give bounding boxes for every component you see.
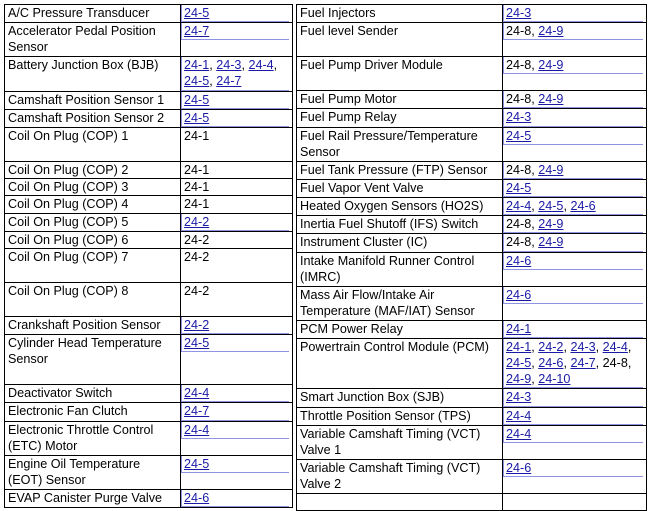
page-ref-text: 24-8, [506, 217, 539, 232]
page-ref-link[interactable]: 24-6 [506, 287, 532, 302]
reference-box [503, 128, 643, 145]
page-references [181, 196, 293, 213]
index-row [297, 320, 647, 338]
page-ref-link[interactable]: 24-2 [538, 339, 564, 354]
reference-box [503, 5, 643, 22]
reference-box [181, 110, 289, 127]
reference-box [503, 389, 643, 406]
page-ref-text: 24-2 [184, 284, 210, 299]
page-references [181, 403, 293, 421]
page-ref-link[interactable]: 24-1 [184, 58, 210, 73]
page-references [503, 493, 647, 510]
index-row [297, 57, 647, 91]
index-row [5, 179, 293, 196]
index-row [297, 493, 647, 510]
component-name: Camshaft Position Sensor 1 [5, 91, 181, 109]
reference-box [503, 162, 643, 179]
index-row [5, 317, 293, 335]
page-references [503, 389, 647, 407]
reference-box [181, 92, 289, 109]
component-name: Accelerator Pedal Position Sensor [5, 23, 181, 57]
component-name: Coil On Plug (COP) 8 [5, 283, 181, 317]
page-ref-link[interactable]: 24-6 [570, 199, 596, 214]
page-ref-text: 24-1 [184, 180, 210, 195]
page-ref-text: 24-8, [506, 58, 539, 73]
index-row [5, 231, 293, 248]
page-references [181, 5, 293, 23]
index-row [5, 249, 293, 283]
page-ref-text: 24-8, [506, 92, 539, 107]
component-name: Cylinder Head Temperature Sensor [5, 335, 181, 385]
page-ref-link[interactable]: 24-2 [184, 318, 210, 333]
left-index-column [4, 4, 292, 508]
page-references [181, 335, 293, 385]
index-row [5, 109, 293, 127]
reference-box [184, 162, 289, 178]
component-name: PCM Power Relay [297, 320, 503, 338]
page-ref-link[interactable]: 24-6 [538, 356, 564, 371]
reference-box [503, 180, 643, 197]
index-row [297, 161, 647, 179]
page-references [181, 317, 293, 335]
page-ref-link[interactable]: 24-5 [184, 74, 210, 89]
reference-box [181, 456, 289, 473]
page-references [181, 283, 293, 317]
page-ref-link[interactable]: 24-5 [184, 336, 210, 351]
index-row [297, 127, 647, 161]
page-references [181, 385, 293, 403]
reference-box [184, 196, 289, 212]
reference-box [181, 23, 289, 40]
component-index-page [4, 4, 646, 505]
index-row [5, 23, 293, 57]
page-ref-link[interactable]: 24-7 [216, 74, 242, 89]
page-ref-text: , [595, 339, 603, 354]
page-references [503, 57, 647, 91]
page-ref-link[interactable]: 24-5 [184, 6, 210, 20]
page-ref-link[interactable]: 24-3 [506, 110, 532, 125]
page-references [503, 5, 647, 23]
page-ref-text: , [563, 339, 571, 354]
component-name: Intake Manifold Runner Control (IMRC) [297, 252, 503, 286]
index-row [5, 489, 293, 507]
component-name [297, 493, 503, 510]
index-row [5, 57, 293, 91]
page-ref-link[interactable]: 24-6 [506, 460, 532, 475]
component-name: Electronic Throttle Control (ETC) Motor [5, 421, 181, 455]
reference-box [503, 216, 643, 233]
component-name: Coil On Plug (COP) 2 [5, 162, 181, 179]
reference-box [181, 317, 289, 334]
index-row [297, 425, 647, 459]
page-ref-link[interactable]: 24-3 [506, 6, 532, 20]
page-ref-link[interactable]: 24-5 [538, 199, 564, 214]
reference-box [503, 23, 643, 40]
page-references [503, 338, 647, 389]
component-name: Deactivator Switch [5, 385, 181, 403]
index-row [297, 407, 647, 425]
page-ref-link[interactable]: 24-5 [506, 180, 532, 195]
component-name: Variable Camshaft Timing (VCT) Valve 2 [297, 459, 503, 493]
index-row [5, 196, 293, 213]
page-ref-link[interactable]: 24-5 [184, 456, 210, 471]
page-ref-text: 24-1 [184, 163, 210, 178]
index-row [5, 283, 293, 317]
reference-box [181, 57, 289, 90]
component-name: Coil On Plug (COP) 3 [5, 179, 181, 196]
page-references [181, 109, 293, 127]
reference-box [181, 5, 289, 22]
index-row [297, 389, 647, 407]
reference-box [503, 426, 643, 443]
component-name: Crankshaft Position Sensor [5, 317, 181, 335]
page-ref-text: , [531, 356, 539, 371]
page-references [503, 286, 647, 320]
component-name: Fuel Tank Pressure (FTP) Sensor [297, 161, 503, 179]
index-row [297, 252, 647, 286]
page-references [503, 459, 647, 493]
page-references [181, 128, 293, 162]
reference-box [181, 214, 289, 231]
component-name: Fuel Pump Driver Module [297, 57, 503, 91]
reference-box [503, 321, 643, 338]
page-ref-link[interactable]: 24-3 [216, 58, 242, 73]
index-row [5, 128, 293, 162]
page-references [181, 249, 293, 283]
reference-box [184, 128, 289, 144]
page-ref-link[interactable]: 24-4 [506, 199, 532, 214]
reference-box [184, 179, 289, 195]
page-ref-link[interactable]: 24-2 [184, 214, 210, 229]
page-ref-text: 24-2 [184, 250, 210, 265]
page-ref-link[interactable]: 24-4 [506, 426, 532, 441]
page-references [503, 198, 647, 216]
page-references [181, 57, 293, 91]
page-references [181, 231, 293, 248]
page-ref-link[interactable]: 24-5 [184, 92, 210, 107]
page-references [181, 23, 293, 57]
component-name: EVAP Canister Purge Valve [5, 489, 181, 507]
page-references [503, 216, 647, 234]
component-name: Fuel level Sender [297, 23, 503, 57]
component-name: Camshaft Position Sensor 2 [5, 109, 181, 127]
index-row [5, 455, 293, 489]
page-ref-text: , [563, 356, 571, 371]
page-references [181, 213, 293, 231]
index-row [5, 213, 293, 231]
left-index-table [4, 4, 293, 508]
page-ref-text: , [209, 74, 217, 89]
page-references [503, 234, 647, 252]
page-ref-link[interactable]: 24-3 [570, 339, 596, 354]
page-references [181, 489, 293, 507]
page-references [503, 407, 647, 425]
page-ref-text: 24-1 [184, 129, 210, 144]
component-name: Fuel Injectors [297, 5, 503, 23]
index-row [297, 91, 647, 109]
page-references [181, 421, 293, 455]
component-name: Smart Junction Box (SJB) [297, 389, 503, 407]
page-ref-link[interactable]: 24-4 [248, 58, 274, 73]
index-row [5, 5, 293, 23]
page-ref-link[interactable]: 24-5 [506, 356, 532, 371]
component-name: Electronic Fan Clutch [5, 403, 181, 421]
index-row [297, 286, 647, 320]
page-ref-link[interactable]: 24-9 [538, 162, 564, 177]
index-row [297, 109, 647, 127]
page-ref-text: , [531, 199, 539, 214]
page-references [503, 23, 647, 57]
reference-box [184, 249, 289, 265]
component-name: Coil On Plug (COP) 5 [5, 213, 181, 231]
reference-box [503, 91, 643, 108]
page-ref-link[interactable]: 24-4 [184, 386, 210, 401]
component-name: Coil On Plug (COP) 1 [5, 128, 181, 162]
page-references [503, 109, 647, 127]
component-name: Fuel Rail Pressure/Temperature Sensor [297, 127, 503, 161]
page-ref-link[interactable]: 24-9 [538, 58, 564, 73]
page-ref-link[interactable]: 24-5 [184, 110, 210, 125]
page-ref-link[interactable]: 24-3 [506, 390, 532, 405]
component-name: Coil On Plug (COP) 6 [5, 231, 181, 248]
page-ref-text: , [563, 199, 571, 214]
index-row [297, 459, 647, 493]
reference-box [184, 283, 289, 299]
page-ref-text: , [209, 58, 217, 73]
page-ref-link[interactable]: 24-9 [538, 217, 564, 232]
component-name: Heated Oxygen Sensors (HO2S) [297, 198, 503, 216]
component-name: A/C Pressure Transducer [5, 5, 181, 23]
page-ref-link[interactable]: 24-9 [538, 92, 564, 107]
page-ref-link[interactable]: 24-9 [538, 235, 564, 250]
right-index-column [296, 4, 646, 511]
index-row [5, 421, 293, 455]
page-references [503, 320, 647, 338]
component-name: Instrument Cluster (IC) [297, 234, 503, 252]
page-ref-text: , [273, 58, 278, 73]
page-ref-text: , [531, 372, 539, 387]
page-references [503, 91, 647, 109]
reference-box [503, 57, 643, 74]
page-ref-text: 24-8, [506, 24, 539, 39]
component-name: Fuel Pump Relay [297, 109, 503, 127]
component-name: Fuel Vapor Vent Valve [297, 179, 503, 197]
reference-box [181, 335, 289, 352]
page-references [181, 162, 293, 179]
component-name: Mass Air Flow/Intake Air Temperature (MAF/IAT) Sensor [297, 286, 503, 320]
page-references [503, 252, 647, 286]
page-ref-link[interactable]: 24-6 [506, 253, 532, 268]
page-ref-link[interactable]: 24-6 [184, 490, 210, 505]
page-ref-link[interactable]: 24-1 [506, 339, 532, 354]
page-ref-text: 24-8, [506, 162, 539, 177]
page-references [181, 91, 293, 109]
component-name: Powertrain Control Module (PCM) [297, 338, 503, 389]
reference-box [503, 234, 643, 251]
page-references [503, 425, 647, 459]
page-ref-link[interactable]: 24-4 [602, 339, 628, 354]
page-ref-text: , [627, 339, 632, 354]
reference-box [503, 198, 643, 215]
page-ref-text: , [531, 339, 539, 354]
page-references [503, 127, 647, 161]
page-ref-link[interactable]: 24-7 [184, 24, 210, 39]
reference-box [503, 287, 643, 304]
page-ref-link[interactable]: 24-7 [570, 356, 596, 371]
page-ref-text: 24-1 [184, 197, 210, 212]
index-row [297, 179, 647, 197]
right-index-table [296, 4, 647, 511]
index-row [297, 23, 647, 57]
page-ref-link[interactable]: 24-10 [538, 372, 571, 387]
index-row [5, 385, 293, 403]
reference-box [181, 490, 289, 507]
page-ref-link[interactable]: 24-9 [506, 372, 532, 387]
page-ref-text: 24-2 [184, 232, 210, 247]
reference-box [181, 403, 289, 420]
reference-box [181, 422, 289, 439]
reference-box [503, 408, 643, 425]
component-name: Throttle Position Sensor (TPS) [297, 407, 503, 425]
page-references [181, 179, 293, 196]
reference-box [184, 232, 289, 248]
page-ref-link[interactable]: 24-9 [538, 24, 564, 39]
index-row [297, 234, 647, 252]
component-name: Engine Oil Temperature (EOT) Sensor [5, 455, 181, 489]
page-references [181, 455, 293, 489]
reference-box [503, 109, 643, 126]
page-ref-link[interactable]: 24-4 [506, 408, 532, 423]
page-ref-link[interactable]: 24-4 [184, 422, 210, 437]
page-ref-text: , [241, 58, 249, 73]
index-row [297, 5, 647, 23]
component-name: Variable Camshaft Timing (VCT) Valve 1 [297, 425, 503, 459]
component-name: Inertia Fuel Shutoff (IFS) Switch [297, 216, 503, 234]
component-name: Coil On Plug (COP) 4 [5, 196, 181, 213]
page-ref-link[interactable]: 24-7 [184, 404, 210, 419]
index-row [297, 198, 647, 216]
index-row [5, 91, 293, 109]
page-ref-text: 24-8, [506, 235, 539, 250]
page-ref-link[interactable]: 24-1 [506, 321, 532, 336]
index-row [5, 162, 293, 179]
page-ref-text: , 24-8, [595, 356, 632, 371]
reference-box [181, 385, 289, 402]
index-row [297, 338, 647, 389]
component-name: Coil On Plug (COP) 7 [5, 249, 181, 283]
reference-box [503, 339, 643, 389]
index-row [5, 403, 293, 421]
component-name: Battery Junction Box (BJB) [5, 57, 181, 91]
index-row [297, 216, 647, 234]
reference-box [503, 460, 643, 477]
page-ref-link[interactable]: 24-5 [506, 128, 532, 143]
reference-box [503, 253, 643, 270]
component-name: Fuel Pump Motor [297, 91, 503, 109]
page-references [503, 179, 647, 197]
page-references [503, 161, 647, 179]
index-row [5, 335, 293, 385]
